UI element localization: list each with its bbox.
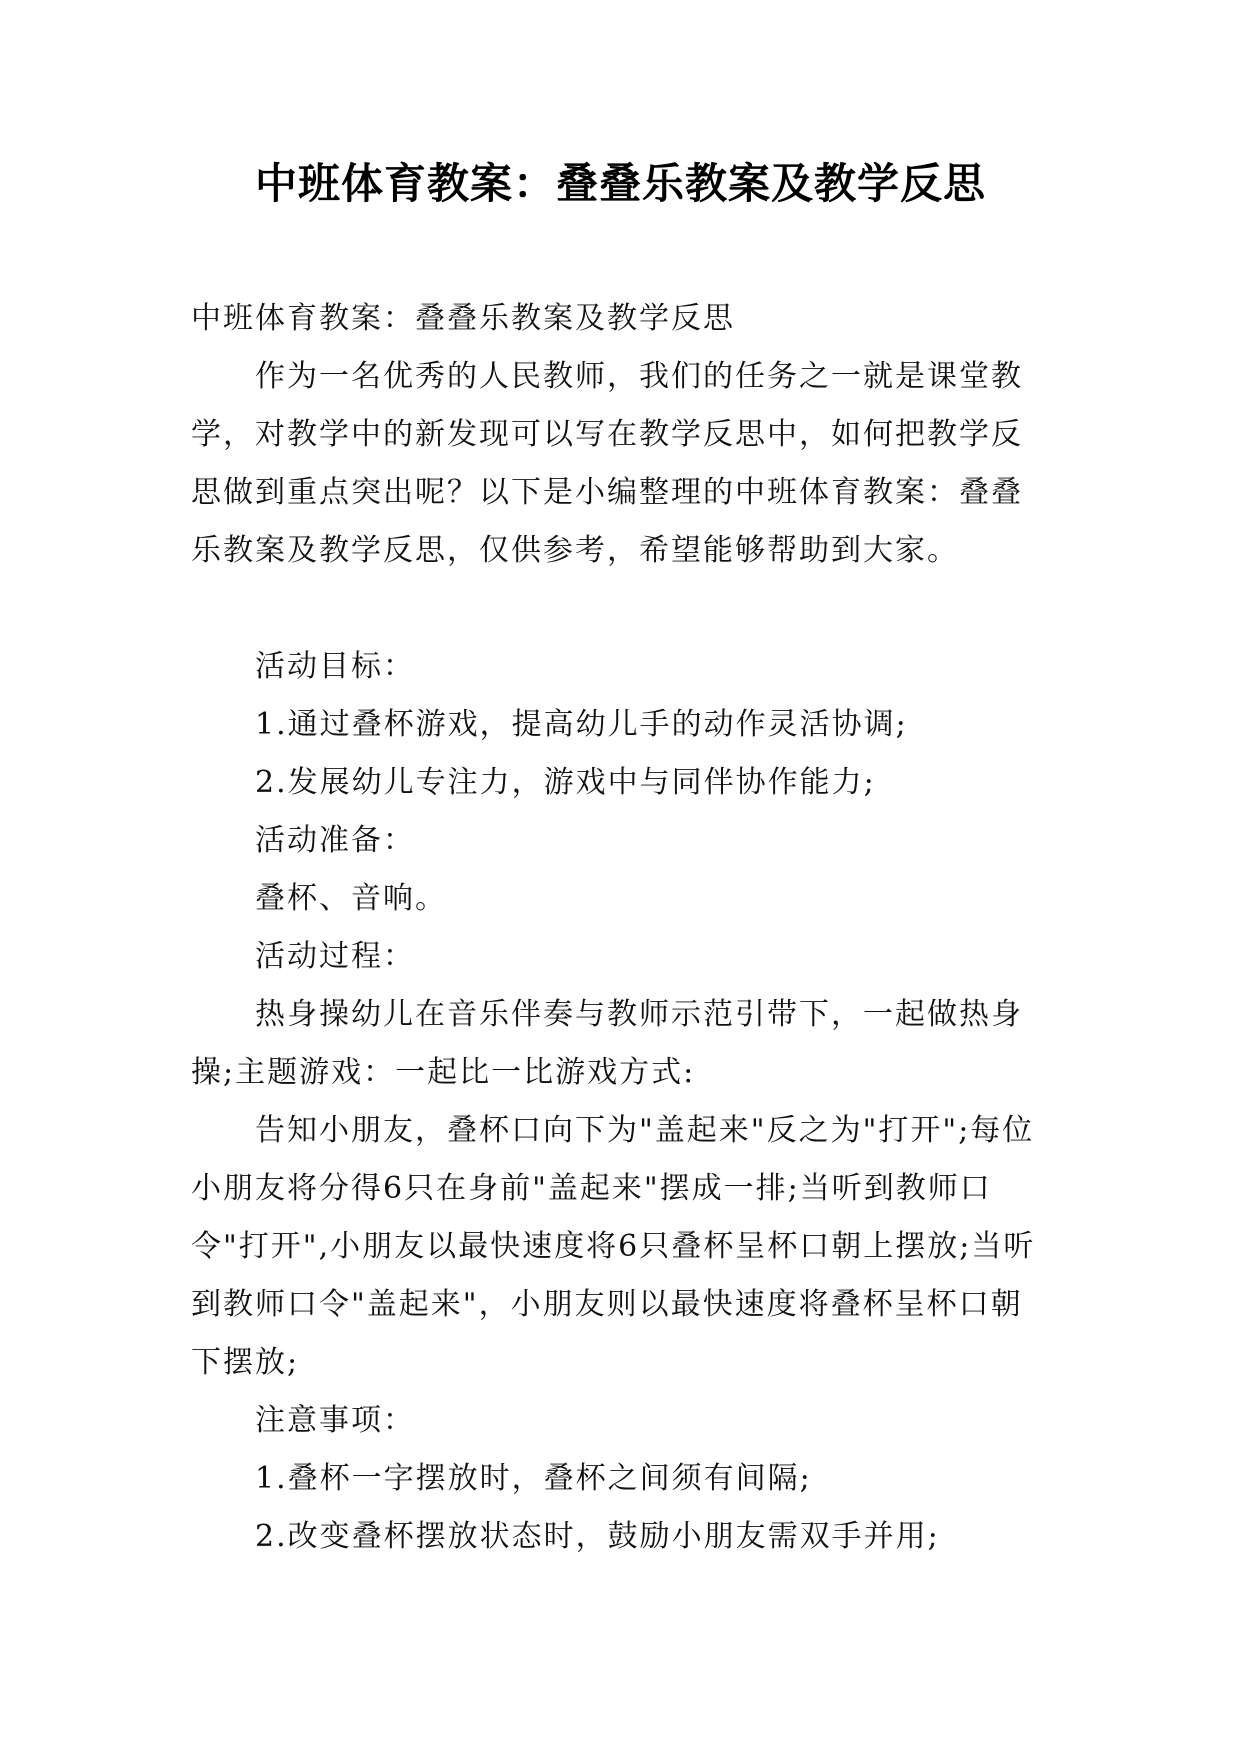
process-paragraph: 热身操幼儿在音乐伴奏与教师示范引带下，一起做热身操;主题游戏：一起比一比游戏方式: [191,997,1023,1090]
goal-item-1: 1.通过叠杯游戏，提高幼儿手的动作灵活协调; [255,707,908,742]
document-title: 中班体育教案：叠叠乐教案及教学反思 [254,159,986,208]
goal-item-2: 2.发展幼儿专注力，游戏中与同伴协作能力; [255,765,876,800]
process-heading: 活动过程： [255,939,415,974]
goals-heading: 活动目标： [255,649,415,684]
prep-heading: 活动准备： [255,823,415,858]
note-item-2: 2.改变叠杯摆放状态时，鼓励小朋友需双手并用; [255,1519,940,1554]
note-item-1: 1.叠杯一字摆放时，叠杯之间须有间隔; [255,1461,812,1496]
intro-paragraph: 作为一名优秀的人民教师，我们的任务之一就是课堂教学，对教学中的新发现可以写在教学反思中，如何把教学反思做到重点突出呢？以下是小编整理的中班体育教案：叠叠乐教案及教学反思，仅供参考，希望能够帮助到大家。 [191,359,1023,568]
prep-text: 叠杯、音响。 [255,881,447,916]
notes-heading: 注意事项： [255,1403,415,1438]
paragraph-spacer [191,580,1053,638]
rules-paragraph: 告知小朋友，叠杯口向下为"盖起来"反之为"打开";每位小朋友将分得6只在身前"盖起来"摆成一排;当听到教师口令"打开",小朋友以最快速度将6只叠杯呈杯口朝上摆放;当听到教师口令"盖起来"，小朋友则以最快速度将叠杯呈杯口朝下摆放; [191,1113,1036,1380]
document-body [191,290,1053,1566]
document-subtitle: 中班体育教案：叠叠乐教案及教学反思 [191,301,735,336]
